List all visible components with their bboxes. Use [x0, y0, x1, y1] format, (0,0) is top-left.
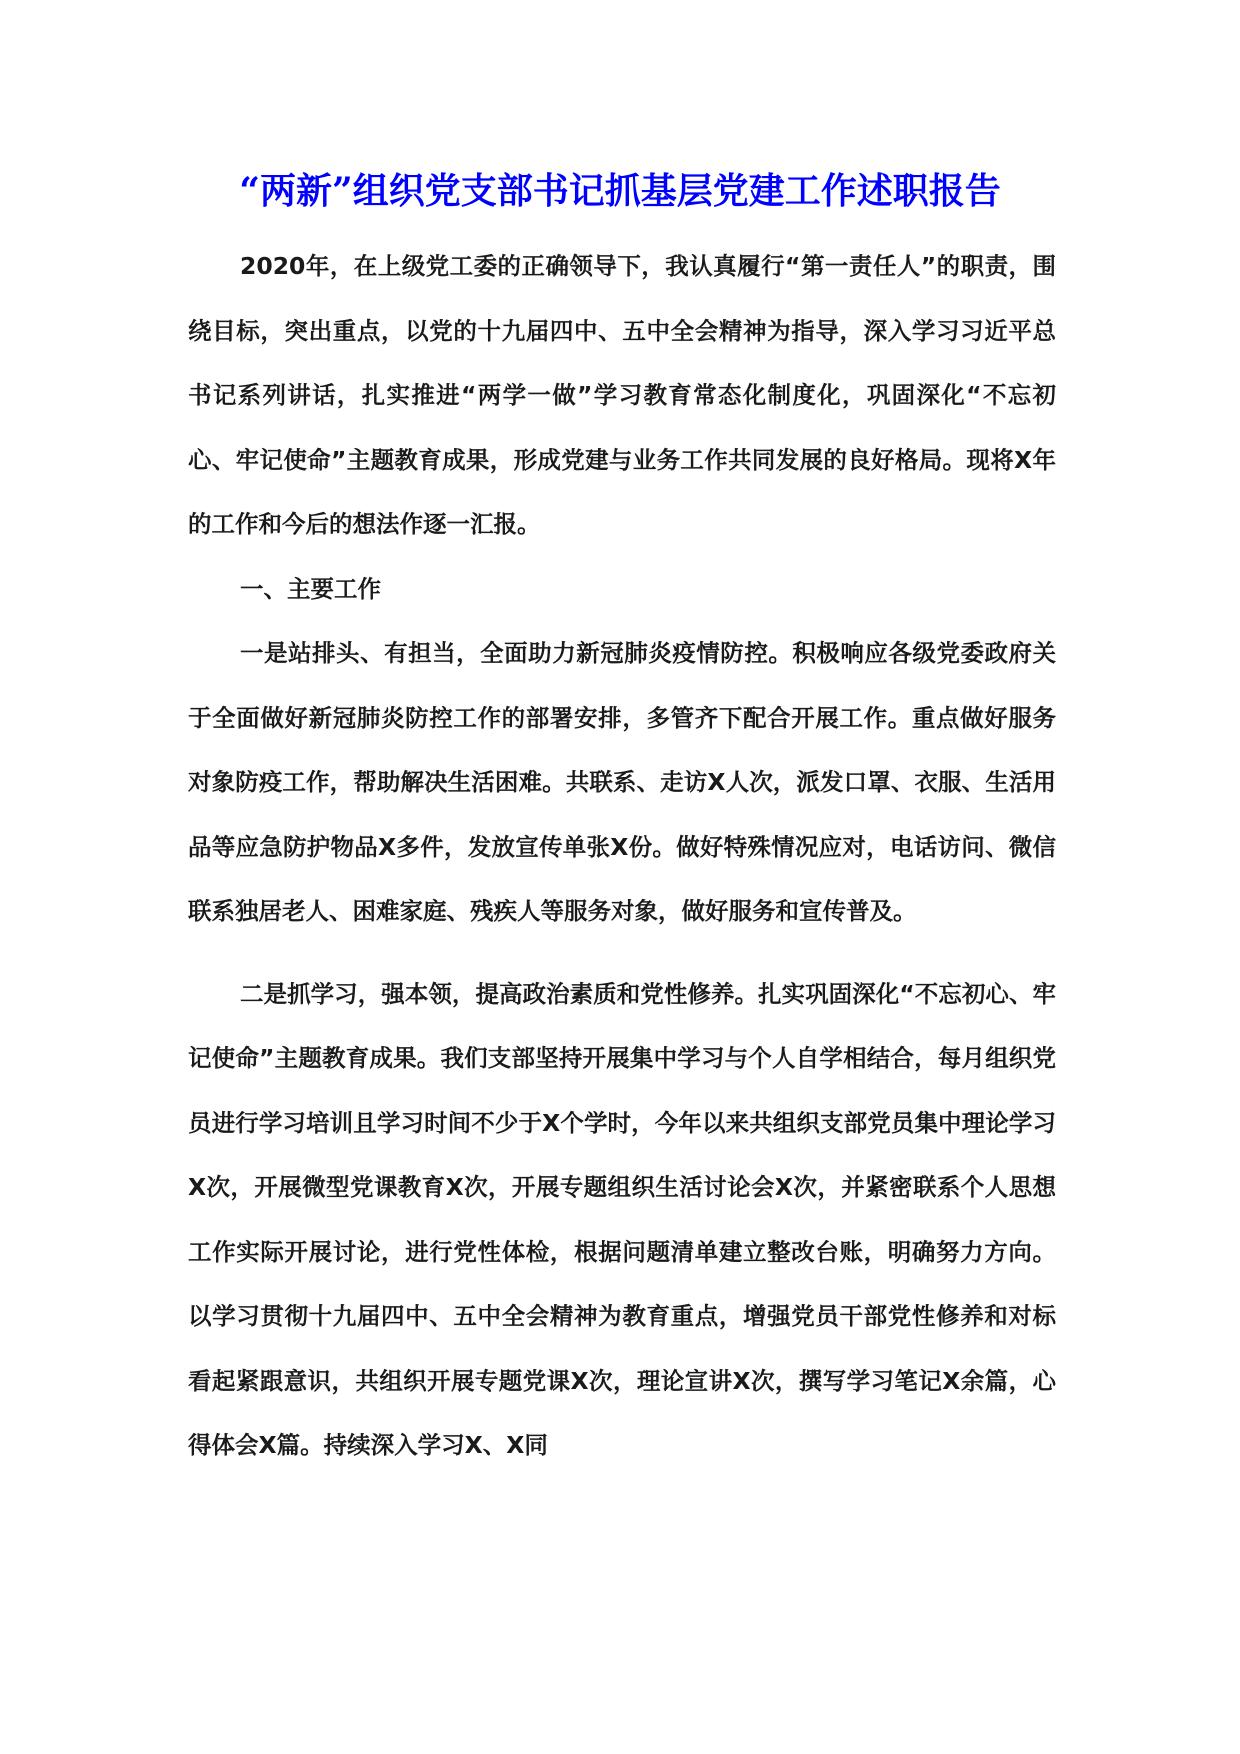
- section-heading-main-work: 一、主要工作: [240, 574, 381, 603]
- intro-paragraph: 2020年，在上级党工委的正确领导下，我认真履行“第一责任人”的职责，围绕目标，突出重点，以党的十九届四中、五中全会精神为指导，深入学习习近平总书记系列讲话，扎实推进“两学一做”学习教育常态化制度化，巩固深化“不忘初心、牢记使命”主题教育成果，形成党建与业务工作共同发展的良好格局。现将X年的工作和今后的想法作逐一汇报。: [188, 252, 1056, 538]
- paragraph-gap: [188, 944, 1056, 962]
- paragraph-epidemic-control: 一是站排头、有担当，全面助力新冠肺炎疫情防控。积极响应各级党委政府关于全面做好新冠肺炎防控工作的部署安排，多管齐下配合开展工作。重点做好服务对象防疫工作，帮助解决生活困难。共联系、走访X人次，派发口罩、衣服、生活用品等应急防护物品X多件，发放宣传单张X份。做好特殊情况应对，电话访问、微信联系独居老人、困难家庭、残疾人等服务对象，做好服务和宣传普及。: [188, 639, 1056, 925]
- paragraph-study: 二是抓学习，强本领，提高政治素质和党性修养。扎实巩固深化“不忘初心、牢记使命”主题教育成果。我们支部坚持开展集中学习与个人自学相结合，每月组织党员进行学习培训且学习时间不少于X个学时，今年以来共组织支部党员集中理论学习X次，开展微型党课教育X次，开展专题组织生活讨论会X次，并紧密联系个人思想工作实际开展讨论，进行党性体检，根据问题清单建立整改台账，明确努力方向。以学习贯彻十九届四中、五中全会精神为教育重点，增强党员干部党性修养和对标看起紧跟意识，共组织开展专题党课X次，理论宣讲X次，撰写学习笔记X余篇，心得体会X篇。持续深入学习X、X同: [188, 979, 1056, 1459]
- document-body: [188, 234, 1056, 1478]
- document-title: “两新”组织党支部书记抓基层党建工作述职报告: [239, 170, 1001, 212]
